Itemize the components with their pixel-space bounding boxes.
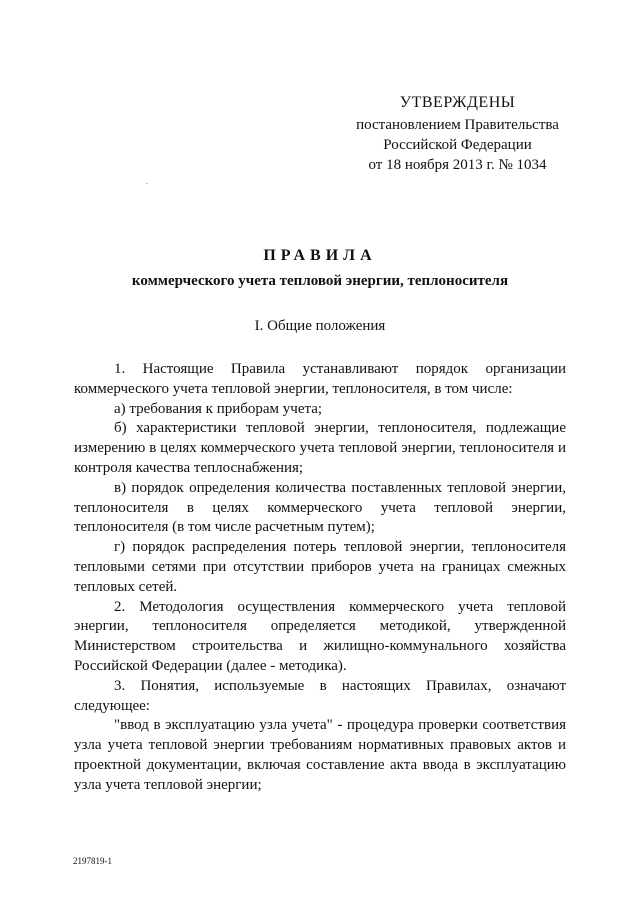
paragraph-1c: в) порядок определения количества поставленных тепловой энергии, теплоносителя в целях коммерческого учета тепловой энергии, теплоносителя (в том числе расчетным путем); (74, 479, 566, 536)
paragraph-1b: б) характеристики тепловой энергии, теплоносителя, подлежащие измерению в целях коммерческого учета тепловой энергии, теплоносителя и контроля качества теплоснабжения; (74, 420, 566, 476)
paragraph-2: 2. Методология осуществления коммерческого учета тепловой энергии, теплоносителя определяется методикой, утвержденной Министерством строительства и жилищно-коммунального хозяйства Российской Федерации (далее - методика). (74, 598, 566, 674)
approval-block (350, 93, 565, 175)
document-subtitle: коммерческого учета тепловой энергии, теплоносителя (131, 273, 509, 289)
definition-meter-commissioning: "ввод в эксплуатацию узла учета" - процедура проверки соответствия узла учета тепловой энергии требованиям нормативных правовых актов и проектной документации, включая составление акта ввода в эксплуатацию узла учета тепловой энергии; (74, 717, 566, 793)
paragraph-1d: г) порядок распределения потерь тепловой энергии, теплоносителя тепловыми сетями при отсутствии приборов учета на границах смежных тепловых сетей. (74, 539, 566, 595)
approval-line-date-number: от 18 ноября 2013 г. № 1034 (368, 157, 547, 173)
paragraph-1: 1. Настоящие Правила устанавливают порядок организации коммерческого учета тепловой энергии, теплоносителя, в том числе: (74, 361, 566, 397)
document-title: ПРАВИЛА (263, 247, 377, 264)
scan-speck (146, 183, 148, 184)
document-body (74, 360, 566, 796)
paragraph-3: 3. Понятия, используемые в настоящих Правилах, означают следующее: (74, 677, 566, 714)
paragraph-1a: а) требования к приборам учета; (114, 400, 323, 417)
approval-line-decree: постановлением Правительства (356, 117, 559, 133)
document-code: 2197819-1 (73, 856, 112, 866)
approval-heading: УТВЕРЖДЕНЫ (399, 94, 516, 111)
approval-line-federation: Российской Федерации (383, 137, 532, 153)
section-heading: I. Общие положения (254, 318, 386, 334)
